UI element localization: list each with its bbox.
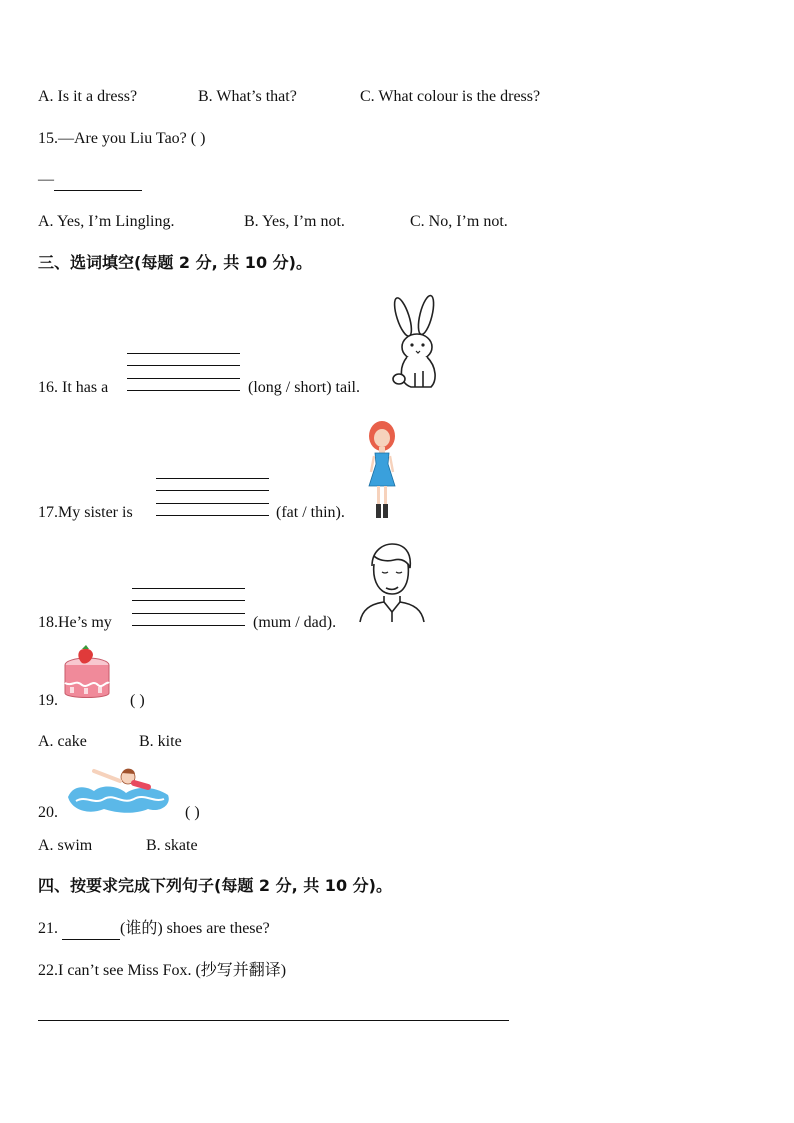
man-icon (358, 542, 426, 624)
q15-question: 15.—Are you Liu Tao? ( ) (38, 130, 206, 147)
q15-answer-line (38, 170, 142, 191)
q19-option-a: A. cake (38, 733, 87, 750)
q20-number: 20. (38, 804, 58, 821)
q15-option-c: C. No, I’m not. (410, 213, 508, 230)
rabbit-icon (385, 295, 445, 391)
q14-option-a: A. Is it a dress? (38, 88, 138, 105)
q21-hint: (谁的) shoes are these? (120, 920, 270, 937)
answer-blank[interactable] (54, 170, 142, 191)
q20-answer-paren[interactable]: ( ) (185, 804, 200, 821)
q15-option-a: A. Yes, I’m Lingling. (38, 213, 175, 230)
q20-option-a: A. swim (38, 837, 93, 854)
q17-writing-lines[interactable] (156, 478, 269, 518)
q16-suffix: (long / short) tail. (248, 379, 360, 396)
q19-option-b: B. kite (139, 733, 182, 750)
q14-option-b: B. What’s that? (198, 88, 297, 105)
q17-prefix: 17.My sister is (38, 504, 133, 521)
q21-number: 21. (38, 920, 58, 937)
q14-option-c: C. What colour is the dress? (360, 88, 541, 105)
section-3-heading: 三、选词填空(每题 2 分, 共 10 分)。 (38, 253, 312, 272)
swimmer-icon (64, 765, 174, 815)
cake-icon (62, 645, 112, 703)
answer-dash: — (38, 171, 54, 188)
q19-answer-paren[interactable]: ( ) (130, 692, 145, 709)
q18-suffix: (mum / dad). (253, 614, 337, 631)
girl-icon (364, 420, 400, 520)
q18-prefix: 18.He’s my (38, 614, 112, 631)
q17-suffix: (fat / thin). (276, 504, 345, 521)
q16-writing-lines[interactable] (127, 353, 240, 393)
q19-number: 19. (38, 692, 58, 709)
q15-option-b: B. Yes, I’m not. (244, 213, 345, 230)
q21-answer-blank[interactable] (62, 919, 120, 940)
q18-writing-lines[interactable] (132, 588, 245, 628)
section-4-heading: 四、按要求完成下列句子(每题 2 分, 共 10 分)。 (38, 876, 392, 895)
q22-answer-line[interactable] (38, 1020, 509, 1021)
q16-prefix: 16. It has a (38, 379, 109, 396)
q21-line (38, 919, 270, 940)
q20-option-b: B. skate (146, 837, 198, 854)
q22-text: 22.I can’t see Miss Fox. (抄写并翻译) (38, 962, 287, 979)
